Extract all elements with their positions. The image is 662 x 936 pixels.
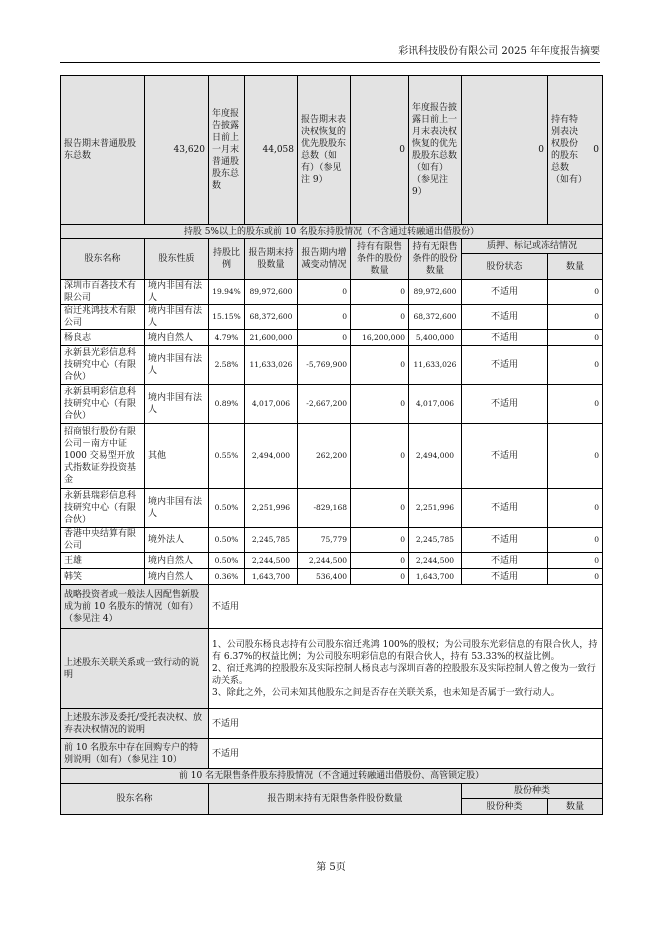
special-holders-value: 0 bbox=[593, 145, 599, 155]
holder-name: 香港中央结算有限公司 bbox=[61, 528, 145, 553]
table-row bbox=[61, 280, 603, 305]
top10-header-row-1 bbox=[61, 239, 603, 254]
holder-ratio: 15.15% bbox=[209, 305, 245, 330]
holder-nature: 境内自然人 bbox=[145, 569, 209, 585]
special-holders-label: 持有特别表决权股份的股东总数（如有） bbox=[551, 115, 588, 185]
related-party-line-2: 2、宿迁兆鸿的控股股东及实际控制人杨良志与深圳百砻的控股股东及实际控制人曾之俊为一致行动关系。 bbox=[212, 663, 596, 686]
holder-pledge-status: 不适用 bbox=[462, 280, 548, 305]
holder-pledge-status: 不适用 bbox=[462, 553, 548, 569]
holder-nature: 境内自然人 bbox=[145, 330, 209, 346]
holder-restricted: 16,200,000 bbox=[351, 330, 409, 346]
holder-ratio: 0.50% bbox=[209, 528, 245, 553]
holder-ratio: 0.50% bbox=[209, 489, 245, 528]
holder-pledge-status: 不适用 bbox=[462, 305, 548, 330]
repurchase-value: 不适用 bbox=[209, 739, 603, 769]
holder-change: 0 bbox=[298, 330, 351, 346]
table-row bbox=[61, 489, 603, 528]
header-shares: 报告期末持股数量 bbox=[245, 239, 298, 280]
summary-row bbox=[61, 76, 603, 225]
holder-shares: 1,643,700 bbox=[245, 569, 298, 585]
holder-ratio: 19.94% bbox=[209, 280, 245, 305]
holder-name: 深圳市百砻技术有限公司 bbox=[61, 280, 145, 305]
holder-nature: 境外法人 bbox=[145, 528, 209, 553]
table-row bbox=[61, 385, 603, 424]
table-row bbox=[61, 424, 603, 489]
holder-pledge-qty: 0 bbox=[548, 528, 603, 553]
common-holders-label: 报告期末普通股股东总数 bbox=[61, 76, 145, 225]
related-party-line-1: 1、公司股东杨良志持有公司股东宿迁兆鸿 100%的股权；为公司股东光彩信息的有限合伙人，持有 6.37%的权益比例；为公司股东明彩信息的有限合伙人，持有 53.33%的权益比例。 bbox=[212, 639, 598, 662]
holder-pledge-qty: 0 bbox=[548, 346, 603, 385]
special-holders-cell bbox=[548, 76, 603, 225]
holder-pledge-status: 不适用 bbox=[462, 424, 548, 489]
holder-shares: 11,633,026 bbox=[245, 346, 298, 385]
unrestricted-header-qty: 报告期末持有无限售条件股份数量 bbox=[209, 784, 462, 815]
header-nature: 股东性质 bbox=[145, 239, 209, 280]
related-party-line-3: 3、除此之外，公司未知其他股东之间是否存在关联关系，也未知是否属于一致行动人。 bbox=[212, 687, 560, 698]
holder-unrestricted: 5,400,000 bbox=[409, 330, 462, 346]
holder-nature: 境内非国有法人 bbox=[145, 346, 209, 385]
holder-ratio: 0.36% bbox=[209, 569, 245, 585]
holder-shares: 4,017,006 bbox=[245, 385, 298, 424]
pref-prev-holders-label: 年度报告披露日前上一月末表决权恢复的优先股股东总数（如有）（参见注 9） bbox=[409, 76, 462, 225]
strategic-investor-row bbox=[61, 585, 603, 629]
voting-entrust-row bbox=[61, 709, 603, 739]
holder-change: -5,769,900 bbox=[298, 346, 351, 385]
header-change: 报告期内增减变动情况 bbox=[298, 239, 351, 280]
table-row bbox=[61, 569, 603, 585]
holder-ratio: 0.89% bbox=[209, 385, 245, 424]
pref-prev-holders-value: 0 bbox=[462, 76, 548, 225]
holder-shares: 2,245,785 bbox=[245, 528, 298, 553]
voting-entrust-value: 不适用 bbox=[209, 709, 603, 739]
holder-pledge-qty: 0 bbox=[548, 569, 603, 585]
repurchase-label: 前 10 名股东中存在回购专户的特别说明（如有）（参见注 10） bbox=[61, 739, 209, 769]
holder-pledge-qty: 0 bbox=[548, 424, 603, 489]
table-row bbox=[61, 330, 603, 346]
holder-restricted: 0 bbox=[351, 424, 409, 489]
holder-change: 0 bbox=[298, 280, 351, 305]
holder-nature: 境内非国有法人 bbox=[145, 489, 209, 528]
holder-restricted: 0 bbox=[351, 553, 409, 569]
holder-ratio: 0.55% bbox=[209, 424, 245, 489]
page-header bbox=[60, 42, 600, 63]
holder-change: 536,400 bbox=[298, 569, 351, 585]
pref-holders-value: 0 bbox=[351, 76, 409, 225]
holder-pledge-status: 不适用 bbox=[462, 346, 548, 385]
holder-name: 杨良志 bbox=[61, 330, 145, 346]
unrestricted-header-name: 股东名称 bbox=[61, 784, 209, 815]
holder-pledge-status: 不适用 bbox=[462, 385, 548, 424]
holder-name: 永新县瑞彩信息科技研究中心（有限合伙） bbox=[61, 489, 145, 528]
holder-shares: 2,251,996 bbox=[245, 489, 298, 528]
unrestricted-header-row-1 bbox=[61, 784, 603, 799]
holder-name: 永新县光彩信息科技研究中心（有限合伙） bbox=[61, 346, 145, 385]
holder-change: 75,779 bbox=[298, 528, 351, 553]
holder-ratio: 0.50% bbox=[209, 553, 245, 569]
holder-pledge-qty: 0 bbox=[548, 385, 603, 424]
related-party-label: 上述股东关联关系或一致行动的说明 bbox=[61, 629, 209, 709]
unrestricted-header-type: 股份种类 bbox=[462, 799, 548, 815]
holder-unrestricted: 2,494,000 bbox=[409, 424, 462, 489]
page-number: 第 5页 bbox=[316, 862, 346, 873]
holder-change: 2,244,500 bbox=[298, 553, 351, 569]
holder-restricted: 0 bbox=[351, 569, 409, 585]
related-party-description bbox=[209, 629, 603, 709]
header-unrestricted: 持有无限售条件的股份数量 bbox=[409, 239, 462, 280]
holder-name: 宿迁兆鸿技术有限公司 bbox=[61, 305, 145, 330]
holder-ratio: 4.79% bbox=[209, 330, 245, 346]
repurchase-row bbox=[61, 739, 603, 769]
unrestricted-title-row bbox=[61, 769, 603, 784]
holder-shares: 21,600,000 bbox=[245, 330, 298, 346]
unrestricted-header-type-group: 股份种类 bbox=[462, 784, 603, 799]
strategic-investor-label: 战略投资者或一般法人因配售新股成为前 10 名股东的情况（如有）（参见注 4） bbox=[61, 585, 209, 629]
holder-nature: 其他 bbox=[145, 424, 209, 489]
holder-pledge-status: 不适用 bbox=[462, 489, 548, 528]
holder-unrestricted: 2,251,996 bbox=[409, 489, 462, 528]
holder-restricted: 0 bbox=[351, 280, 409, 305]
holder-name: 韩笑 bbox=[61, 569, 145, 585]
holder-name: 永新县明彩信息科技研究中心（有限合伙） bbox=[61, 385, 145, 424]
holder-pledge-status: 不适用 bbox=[462, 569, 548, 585]
holder-pledge-qty: 0 bbox=[548, 280, 603, 305]
strategic-investor-value: 不适用 bbox=[209, 585, 603, 629]
holder-unrestricted: 2,244,500 bbox=[409, 553, 462, 569]
header-pledge: 质押、标记或冻结情况 bbox=[462, 239, 603, 254]
holder-change: 262,200 bbox=[298, 424, 351, 489]
holder-ratio: 2.58% bbox=[209, 346, 245, 385]
unrestricted-title: 前 10 名无限售条件股东持股情况（不含通过转融通出借股份、高管锁定股） bbox=[61, 769, 603, 784]
header-pledge-qty: 数量 bbox=[548, 254, 603, 280]
holder-unrestricted: 11,633,026 bbox=[409, 346, 462, 385]
holder-pledge-qty: 0 bbox=[548, 489, 603, 528]
holder-name: 招商银行股份有限公司－南方中证 1000 交易型开放式指数证券投资基金 bbox=[61, 424, 145, 489]
holder-restricted: 0 bbox=[351, 528, 409, 553]
related-party-row bbox=[61, 629, 603, 709]
voting-entrust-label: 上述股东涉及委托/受托表决权、放弃表决权情况的说明 bbox=[61, 709, 209, 739]
holder-unrestricted: 68,372,600 bbox=[409, 305, 462, 330]
unrestricted-header-count: 数量 bbox=[548, 799, 603, 815]
holder-unrestricted: 1,643,700 bbox=[409, 569, 462, 585]
holder-restricted: 0 bbox=[351, 346, 409, 385]
header-ratio: 持股比例 bbox=[209, 239, 245, 280]
holder-nature: 境内非国有法人 bbox=[145, 305, 209, 330]
prev-month-holders-label: 年度报告披露日前上一月末普通股股东总数 bbox=[209, 76, 245, 225]
holder-pledge-qty: 0 bbox=[548, 330, 603, 346]
header-pledge-status: 股份状态 bbox=[462, 254, 548, 280]
holder-change: -2,667,200 bbox=[298, 385, 351, 424]
holder-pledge-qty: 0 bbox=[548, 553, 603, 569]
holder-pledge-status: 不适用 bbox=[462, 330, 548, 346]
holder-change: 0 bbox=[298, 305, 351, 330]
holder-unrestricted: 4,017,006 bbox=[409, 385, 462, 424]
common-holders-value: 43,620 bbox=[145, 76, 209, 225]
report-title: 彩讯科技股份有限公司 2025 年年度报告摘要 bbox=[398, 46, 600, 57]
shareholder-table bbox=[60, 75, 603, 815]
holder-nature: 境内自然人 bbox=[145, 553, 209, 569]
holder-nature: 境内非国有法人 bbox=[145, 385, 209, 424]
header-restricted: 持有有限售条件的股份数量 bbox=[351, 239, 409, 280]
top10-title: 持股 5%以上的股东或前 10 名股东持股情况（不含通过转融通出借股份） bbox=[61, 225, 603, 239]
holder-shares: 89,972,600 bbox=[245, 280, 298, 305]
holder-restricted: 0 bbox=[351, 385, 409, 424]
holder-shares: 2,244,500 bbox=[245, 553, 298, 569]
prev-month-holders-value: 44,058 bbox=[245, 76, 298, 225]
holder-name: 王雄 bbox=[61, 553, 145, 569]
top10-title-row bbox=[61, 225, 603, 239]
table-row bbox=[61, 553, 603, 569]
holder-shares: 68,372,600 bbox=[245, 305, 298, 330]
table-row bbox=[61, 346, 603, 385]
holder-pledge-qty: 0 bbox=[548, 305, 603, 330]
pref-holders-label: 报告期末表决权恢复的优先股股东总数（如有）（参见注 9） bbox=[298, 76, 351, 225]
holder-nature: 境内非国有法人 bbox=[145, 280, 209, 305]
table-row bbox=[61, 305, 603, 330]
holder-change: -829,168 bbox=[298, 489, 351, 528]
holder-unrestricted: 2,245,785 bbox=[409, 528, 462, 553]
holder-restricted: 0 bbox=[351, 489, 409, 528]
header-name: 股东名称 bbox=[61, 239, 145, 280]
table-row bbox=[61, 528, 603, 553]
holder-pledge-status: 不适用 bbox=[462, 528, 548, 553]
holder-restricted: 0 bbox=[351, 305, 409, 330]
holder-unrestricted: 89,972,600 bbox=[409, 280, 462, 305]
holder-shares: 2,494,000 bbox=[245, 424, 298, 489]
